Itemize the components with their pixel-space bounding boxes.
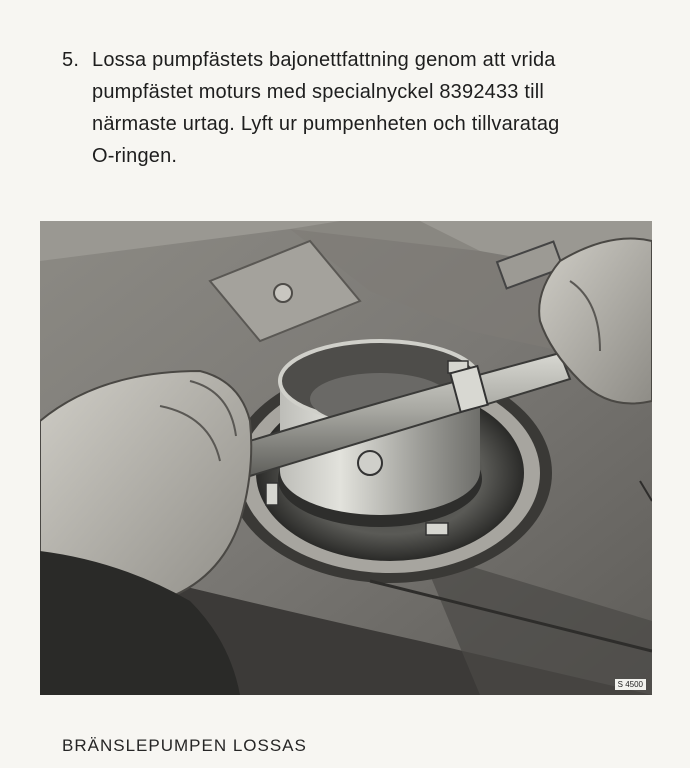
photo-illustration [40,221,652,695]
instruction-step [62,44,672,172]
step-text: Lossa pumpfästets bajonettfattning genom att vrida pumpfästet moturs med specialnyckel 8392433 till närmaste urtag. Lyft ur pumpenheten och tillvaratag O-ringen. [92,49,560,167]
fuel-pump-photo [40,221,652,695]
figure-reference-code: S 4500 [615,679,646,690]
figure-caption: BRÄNSLEPUMPEN LOSSAS [62,736,307,755]
step-number: 5. [62,49,80,71]
